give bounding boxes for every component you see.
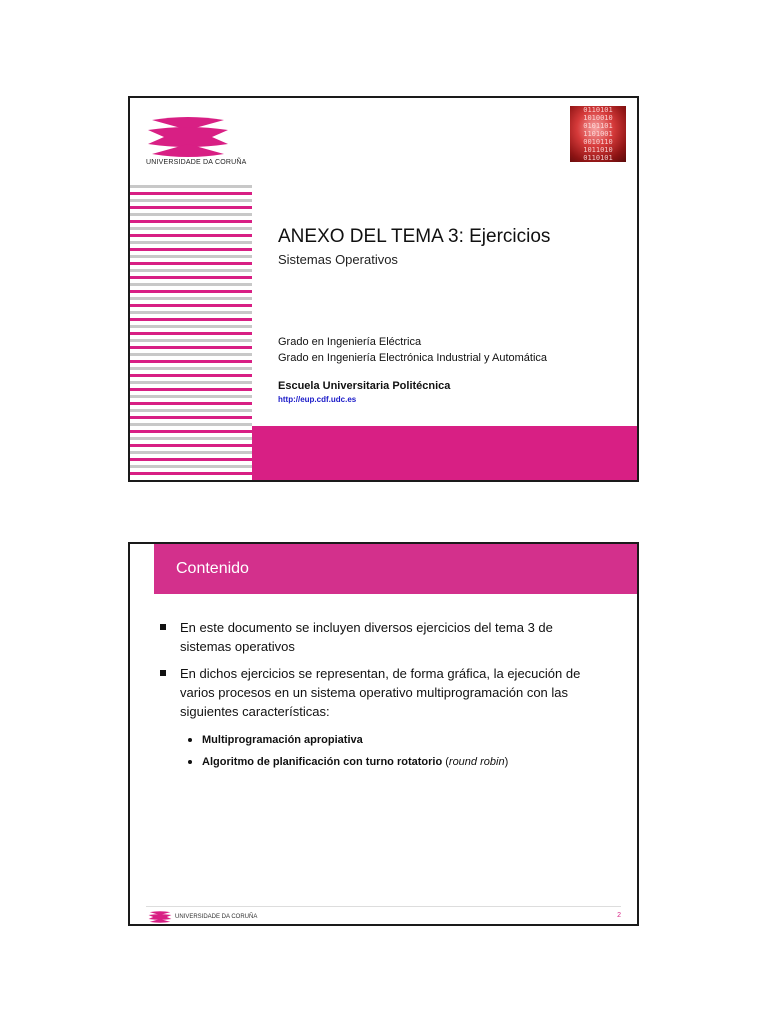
stripe bbox=[130, 262, 252, 265]
stripe bbox=[130, 409, 252, 412]
stripe bbox=[130, 206, 252, 209]
sub-bullet-list bbox=[180, 729, 600, 773]
degree-list bbox=[278, 334, 547, 366]
paren-close: ) bbox=[504, 756, 509, 768]
stripe bbox=[130, 220, 252, 223]
title-block bbox=[278, 226, 550, 267]
stripe bbox=[130, 325, 252, 328]
stripe bbox=[130, 472, 252, 475]
page-number: 2 bbox=[617, 912, 621, 919]
stripe bbox=[130, 213, 252, 216]
stripe bbox=[130, 353, 252, 356]
bullet-text: En este documento se incluyen diversos ejercicios del tema 3 de sistemas operativos bbox=[180, 620, 553, 654]
udc-logo-icon bbox=[148, 911, 172, 923]
stripe bbox=[130, 430, 252, 433]
stripe bbox=[130, 234, 252, 237]
university-name: UNIVERSIDADE DA CORUÑA bbox=[146, 159, 247, 166]
paren-open: ( bbox=[442, 756, 449, 768]
stripe bbox=[130, 367, 252, 370]
slide-subtitle: Sistemas Operativos bbox=[278, 252, 398, 267]
contents-slide bbox=[128, 542, 639, 926]
degree-item: Grado en Ingeniería Eléctrica bbox=[278, 336, 422, 348]
sub-bullet-text: Algoritmo de planificación con turno rotatorio bbox=[202, 756, 443, 768]
stripe bbox=[130, 241, 252, 244]
pink-band bbox=[252, 426, 637, 480]
stripe bbox=[130, 199, 252, 202]
sub-bullet-text: Multiprogramación apropiativa bbox=[202, 734, 363, 746]
bullet-item bbox=[160, 664, 600, 773]
decorative-stripes bbox=[130, 185, 252, 481]
stripe bbox=[130, 276, 252, 279]
school-name: Escuela Universitaria Politécnica bbox=[278, 380, 451, 392]
stripe bbox=[130, 304, 252, 307]
stripe bbox=[130, 227, 252, 230]
italic-term: round robin bbox=[448, 756, 505, 768]
stripe bbox=[130, 381, 252, 384]
bullet-text: En dichos ejercicios se representan, de forma gráfica, la ejecución de varios procesos en un sistema operativo multiprogramación con las siguientes características: bbox=[180, 666, 581, 719]
school-url-link[interactable]: http://eup.cdf.udc.es bbox=[278, 395, 357, 404]
stripe bbox=[130, 451, 252, 454]
stripe bbox=[130, 269, 252, 272]
stripe bbox=[130, 185, 252, 188]
stripe bbox=[130, 283, 252, 286]
stripe bbox=[130, 297, 252, 300]
slide-title: ANEXO DEL TEMA 3: Ejercicios bbox=[278, 226, 551, 247]
stripe bbox=[130, 192, 252, 195]
stripe bbox=[130, 346, 252, 349]
stripe bbox=[130, 402, 252, 405]
stripe bbox=[130, 339, 252, 342]
stripe bbox=[130, 423, 252, 426]
footer-logo bbox=[148, 911, 257, 923]
binary-code-image: 0110101 1010010 0101101 1101001 0010110 1011010 0110101 bbox=[570, 106, 626, 162]
stripe bbox=[130, 360, 252, 363]
bullet-item bbox=[160, 618, 600, 656]
stripe bbox=[130, 332, 252, 335]
university-logo bbox=[146, 116, 246, 166]
stripe bbox=[130, 311, 252, 314]
footer-divider bbox=[146, 906, 621, 907]
dot-bullet-icon bbox=[188, 738, 192, 742]
stripe bbox=[130, 395, 252, 398]
udc-logo-icon bbox=[146, 116, 230, 158]
stripe bbox=[130, 248, 252, 251]
square-bullet-icon bbox=[160, 624, 166, 630]
stripe bbox=[130, 388, 252, 391]
stripe bbox=[130, 318, 252, 321]
stripe bbox=[130, 458, 252, 461]
footer-university-name: UNIVERSIDADE DA CORUÑA bbox=[175, 914, 258, 920]
sub-bullet-item bbox=[180, 729, 600, 751]
stripe bbox=[130, 444, 252, 447]
bullet-list bbox=[160, 618, 600, 781]
dot-bullet-icon bbox=[188, 760, 192, 764]
stripe bbox=[130, 437, 252, 440]
square-bullet-icon bbox=[160, 670, 166, 676]
sub-bullet-item bbox=[180, 751, 600, 773]
title-slide bbox=[128, 96, 639, 482]
stripe bbox=[130, 290, 252, 293]
slide-header: Contenido bbox=[154, 544, 637, 594]
stripe bbox=[130, 255, 252, 258]
stripe bbox=[130, 416, 252, 419]
stripe bbox=[130, 374, 252, 377]
stripe bbox=[130, 465, 252, 468]
degree-item: Grado en Ingeniería Electrónica Industrial y Automática bbox=[278, 352, 548, 364]
